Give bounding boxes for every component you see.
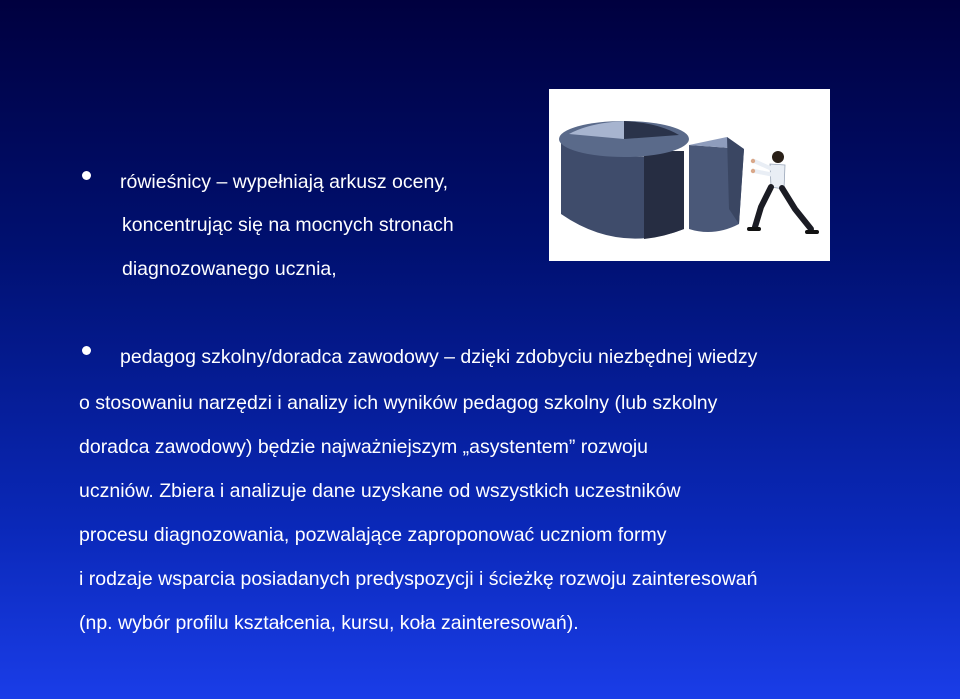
bullet-marker-2 xyxy=(82,346,91,355)
bullet2-line-7: (np. wybór profilu kształcenia, kursu, koła zainteresowań). xyxy=(79,612,579,634)
bullet1-line-3: diagnozowanego ucznia, xyxy=(122,258,337,280)
pie-body-dark-side xyxy=(644,151,684,239)
bullet1-line-1: rówieśnicy – wypełniają arkusz oceny, xyxy=(120,171,449,193)
bullet2-line-1: pedagog szkolny/doradca zawodowy – dzięki zdobyciu niezbędnej wiedzy xyxy=(120,346,758,368)
bullet2-line-3: doradca zawodowy) będzie najważniejszym „asystentem” rozwoju xyxy=(79,436,648,458)
bullet1-line-2: koncentrując się na mocnych stronach xyxy=(122,214,454,236)
bullet2-line-6: i rodzaje wsparcia posiadanych predyspozycji i ścieżkę rozwoju zainteresowań xyxy=(79,568,758,590)
bullet-marker-1 xyxy=(82,171,91,180)
pie-chart-businessman-picture xyxy=(549,89,830,261)
bullet2-line-2: o stosowaniu narzędzi i analizy ich wyników pedagog szkolny (lub szkolny xyxy=(79,392,718,414)
pie-chart-illustration xyxy=(549,89,830,261)
bullet2-line-4: uczniów. Zbiera i analizuje dane uzyskane od wszystkich uczestników xyxy=(79,480,681,502)
bullet2-line-5: procesu diagnozowania, pozwalające zaproponować uczniom formy xyxy=(79,524,667,546)
businessman-figure xyxy=(749,151,817,232)
